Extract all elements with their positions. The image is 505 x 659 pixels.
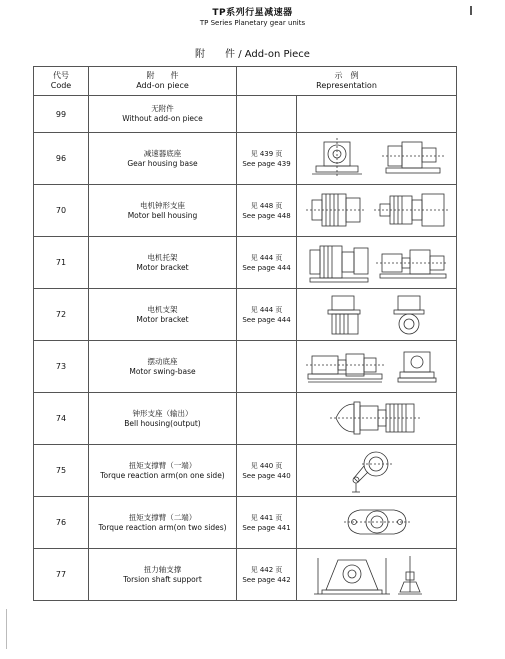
row-code: 76 [34, 497, 89, 549]
row-name-en: Gear housing base [127, 158, 198, 168]
row-page-ref [237, 549, 297, 601]
code-header-cn: 代号 [53, 71, 69, 80]
table-header-row [34, 67, 457, 96]
row-name [89, 341, 237, 393]
page-ref-en: See page 441 [242, 523, 291, 532]
piece-header-cn: 附 件 [146, 71, 179, 80]
page-header [0, 8, 505, 28]
row-name [89, 497, 237, 549]
page-ref-cn: 见 444 页 [250, 253, 283, 262]
torsion-shaft-support-drawing [297, 549, 457, 601]
representation-header-cn: 示 例 [334, 71, 359, 80]
table-row [34, 445, 457, 497]
row-name-cn: 钟形支座（输出） [132, 408, 193, 418]
motor-bell-housing-drawing [297, 185, 457, 237]
row-code: 73 [34, 341, 89, 393]
row-name-en: Motor swing-base [129, 366, 196, 376]
row-page-ref [237, 445, 297, 497]
row-page-ref [237, 497, 297, 549]
page-ref-cn: 见 440 页 [250, 461, 283, 470]
table-row [34, 185, 457, 237]
row-name [89, 237, 237, 289]
table-row [34, 133, 457, 185]
table-row [34, 289, 457, 341]
row-name-cn: 无附件 [151, 104, 174, 113]
row-name-en: Without add-on piece [122, 114, 203, 123]
table-row [34, 237, 457, 289]
margin-fold-line [6, 609, 7, 649]
row-name-en: Torsion shaft support [123, 574, 202, 584]
row-name-cn: 减速器底座 [143, 148, 182, 158]
row-name [89, 445, 237, 497]
add-on-table [33, 66, 457, 601]
row-code: 71 [34, 237, 89, 289]
row-code: 72 [34, 289, 89, 341]
row-code: 70 [34, 185, 89, 237]
row-page-ref [237, 237, 297, 289]
row-name-cn: 电机支架 [147, 304, 178, 314]
row-page-ref [237, 341, 297, 393]
row-name-en: Motor bracket [136, 314, 189, 324]
page-ref-en: See page 444 [242, 263, 291, 272]
table-row [34, 497, 457, 549]
page-ref-cn: 见 442 页 [250, 565, 283, 574]
row-name-en: Motor bell housing [127, 210, 198, 220]
page-ref-en: See page 442 [242, 575, 291, 584]
row-figure-empty [297, 96, 457, 133]
table-row [34, 549, 457, 601]
row-name-en: Bell housing(output) [124, 418, 201, 428]
page-ref-en: See page 448 [242, 211, 291, 220]
row-name-en: Torque reaction arm(on one side) [100, 470, 225, 480]
row-code: 96 [34, 133, 89, 185]
corner-mark [470, 6, 472, 15]
row-name-en: Torque reaction arm(on two sides) [98, 522, 227, 532]
row-name [89, 185, 237, 237]
series-subtitle: TP Series Planetary gear units [199, 19, 306, 27]
row-page-ref [237, 185, 297, 237]
row-name-cn: 摆动底座 [147, 356, 178, 366]
page-ref-cn: 见 448 页 [250, 201, 283, 210]
row-page-ref [237, 133, 297, 185]
bell-housing-output-drawing [297, 393, 457, 445]
row-name-cn: 电机钟形支座 [140, 200, 185, 210]
torque-arm-two-sides-drawing [297, 497, 457, 549]
row-name-cn: 电机托架 [147, 252, 178, 262]
representation-header-en: Representation [316, 81, 377, 90]
row-name-en: Motor bracket [136, 262, 189, 272]
row-name-cn: 扭矩支撑臂（二端） [128, 512, 197, 522]
row-code: 99 [34, 96, 89, 133]
gear-housing-base-drawing [297, 133, 457, 185]
row-name-cn: 扭力轴支撑 [143, 564, 182, 574]
table-row [34, 341, 457, 393]
row-name-cn: 扭矩支撑臂（一端） [128, 460, 197, 470]
row-code: 74 [34, 393, 89, 445]
page-ref-en: See page 440 [242, 471, 291, 480]
page-ref-cn: 见 441 页 [250, 513, 283, 522]
representation-header [237, 67, 457, 96]
code-header-en: Code [50, 81, 72, 90]
row-page-ref [237, 96, 297, 133]
page-ref-en: See page 444 [242, 315, 291, 324]
row-name [89, 549, 237, 601]
row-page-ref [237, 289, 297, 341]
motor-swing-base-drawing [297, 341, 457, 393]
table-row [34, 96, 457, 133]
row-name [89, 96, 237, 133]
row-code: 75 [34, 445, 89, 497]
torque-arm-one-side-drawing [297, 445, 457, 497]
row-name [89, 133, 237, 185]
table-row [34, 393, 457, 445]
page-ref-cn: 见 444 页 [250, 305, 283, 314]
row-page-ref [237, 393, 297, 445]
page-ref-cn: 见 439 页 [250, 149, 283, 158]
row-name [89, 393, 237, 445]
code-header [34, 67, 89, 96]
piece-header [89, 67, 237, 96]
row-name [89, 289, 237, 341]
motor-bracket-drawing [297, 289, 457, 341]
row-code: 77 [34, 549, 89, 601]
piece-header-en: Add-on piece [136, 81, 189, 90]
motor-bracket-drawing [297, 237, 457, 289]
page-ref-en: See page 439 [242, 159, 291, 168]
series-title: TP系列行星减速器 [212, 8, 293, 18]
section-title: 附 件 / Add-on Piece [195, 49, 310, 60]
